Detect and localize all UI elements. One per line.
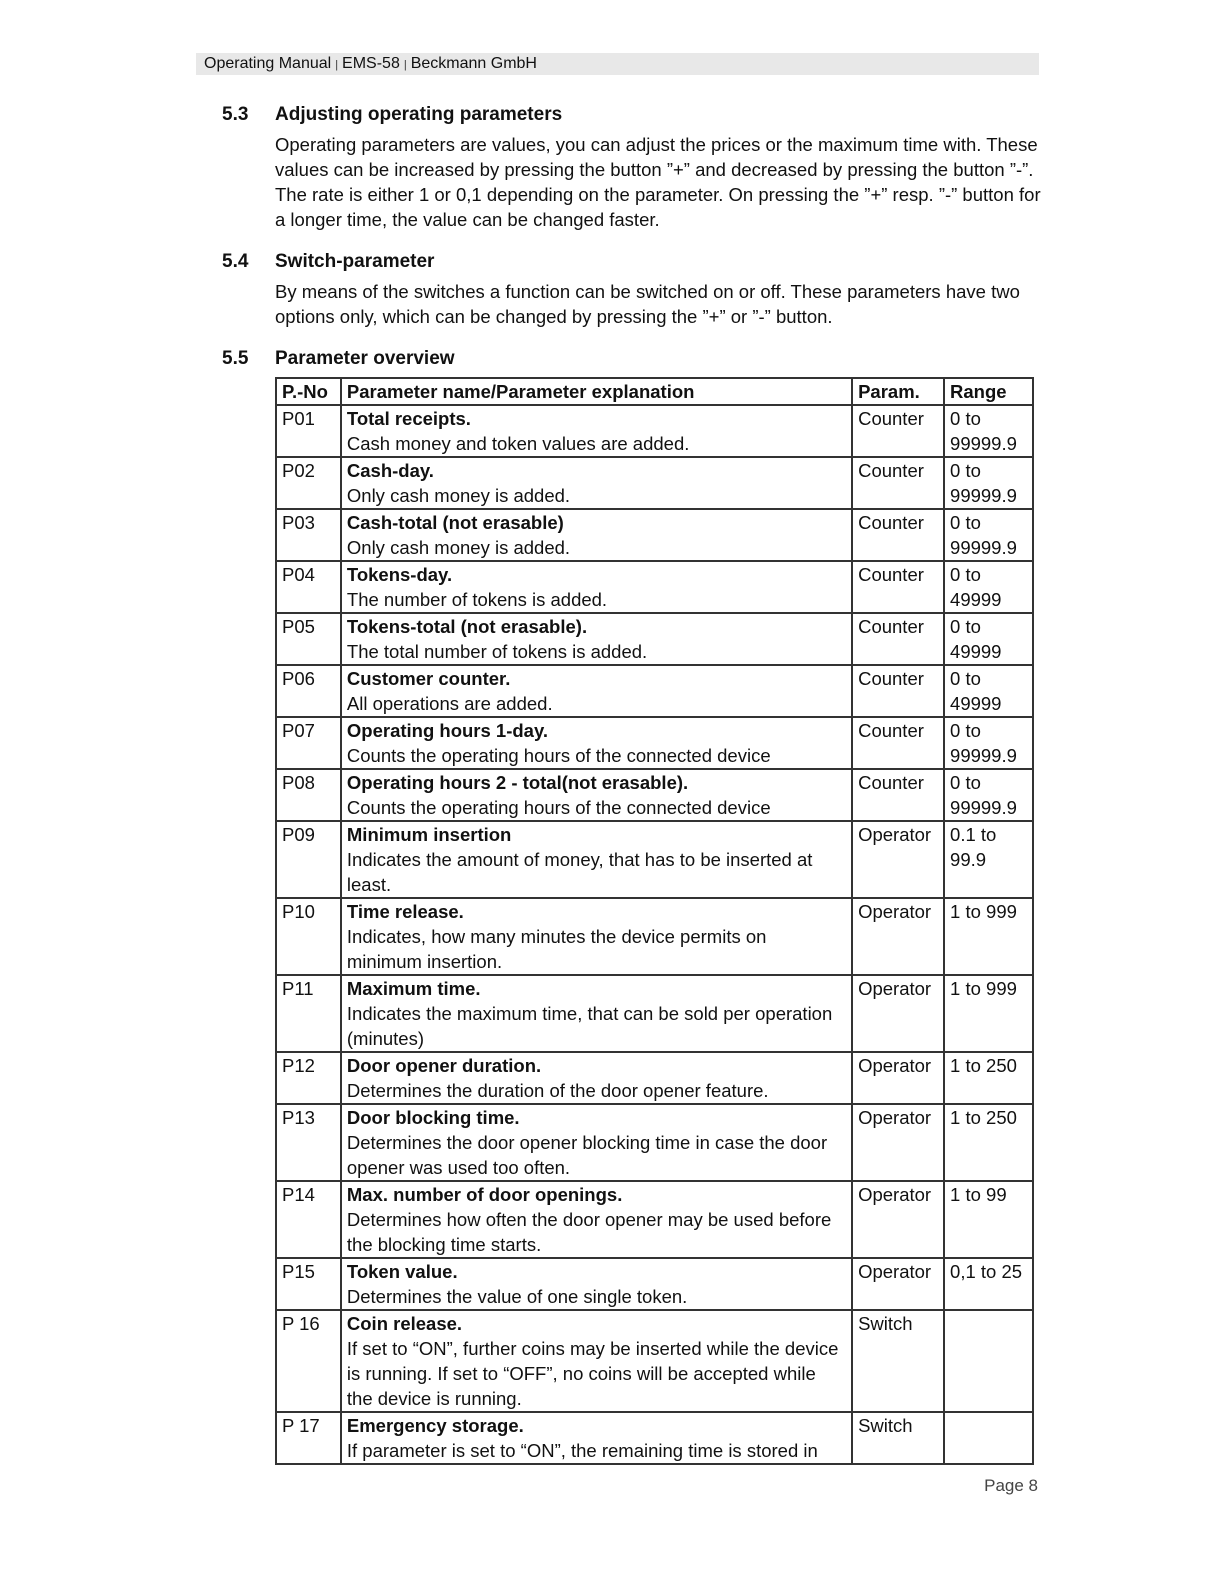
param-number: P04 — [276, 561, 341, 613]
param-name: Token value. — [346, 1261, 458, 1282]
param-number: P01 — [276, 405, 341, 457]
param-explanation — [341, 1181, 852, 1258]
param-explanation — [341, 975, 852, 1052]
param-range: 0 to 49999 — [944, 561, 1033, 613]
param-number: P 16 — [276, 1310, 341, 1412]
param-name: Customer counter. — [346, 668, 511, 689]
param-description: Determines the duration of the door opener feature. — [346, 1080, 769, 1101]
param-description: Counts the operating hours of the connected device — [346, 797, 771, 818]
section-number: 5.3 — [222, 104, 249, 125]
param-explanation — [341, 1104, 852, 1181]
param-description: Counts the operating hours of the connected device — [346, 745, 771, 766]
param-type: Switch — [852, 1412, 944, 1464]
param-description: Indicates the amount of money, that has to be inserted at least. — [346, 849, 813, 895]
param-type: Counter — [852, 717, 944, 769]
param-name: Time release. — [346, 901, 464, 922]
table-row — [276, 1412, 1033, 1464]
param-range: 1 to 999 — [944, 975, 1033, 1052]
header-param: Param. — [852, 378, 944, 405]
param-name: Minimum insertion — [346, 824, 512, 845]
section-title: Parameter overview — [275, 348, 455, 369]
section-title: Switch-parameter — [275, 251, 435, 272]
param-name: Emergency storage. — [346, 1415, 524, 1436]
param-number: P15 — [276, 1258, 341, 1310]
param-range: 0 to 99999.9 — [944, 717, 1033, 769]
param-name: Tokens-total (not erasable). — [346, 616, 588, 637]
param-description: Indicates the maximum time, that can be sold per operation (minutes) — [346, 1003, 833, 1049]
param-description: Determines the value of one single token. — [346, 1286, 688, 1307]
header-range: Range — [944, 378, 1033, 405]
parameter-table — [275, 377, 1034, 1465]
param-number: P08 — [276, 769, 341, 821]
param-type: Counter — [852, 665, 944, 717]
param-explanation — [341, 665, 852, 717]
param-name: Operating hours 1-day. — [346, 720, 549, 741]
table-row — [276, 975, 1033, 1052]
param-type: Counter — [852, 769, 944, 821]
param-explanation — [341, 717, 852, 769]
table-row — [276, 717, 1033, 769]
param-number: P03 — [276, 509, 341, 561]
param-name: Door blocking time. — [346, 1107, 520, 1128]
section-heading — [222, 102, 1042, 128]
table-row — [276, 898, 1033, 975]
param-number: P07 — [276, 717, 341, 769]
section-5-5 — [222, 346, 1042, 372]
section-5-4 — [222, 249, 1042, 329]
param-type: Counter — [852, 457, 944, 509]
section-5-3 — [222, 102, 1042, 232]
param-number: P12 — [276, 1052, 341, 1104]
param-number: P10 — [276, 898, 341, 975]
param-name: Maximum time. — [346, 978, 481, 999]
param-range — [944, 1310, 1033, 1412]
param-number: P02 — [276, 457, 341, 509]
section-number: 5.5 — [222, 348, 249, 369]
param-explanation — [341, 561, 852, 613]
page-number: Page 8 — [984, 1476, 1038, 1495]
table-row — [276, 1052, 1033, 1104]
section-heading — [222, 249, 1042, 275]
header-separator: | — [403, 59, 407, 71]
param-number: P 17 — [276, 1412, 341, 1464]
param-range: 1 to 99 — [944, 1181, 1033, 1258]
param-description: All operations are added. — [346, 693, 553, 714]
table-row — [276, 1104, 1033, 1181]
param-range: 1 to 250 — [944, 1052, 1033, 1104]
param-name: Coin release. — [346, 1313, 463, 1334]
table-row — [276, 1258, 1033, 1310]
table-row — [276, 1310, 1033, 1412]
param-description: Cash money and token values are added. — [346, 433, 690, 454]
param-number: P14 — [276, 1181, 341, 1258]
section-number: 5.4 — [222, 251, 249, 272]
header-company: Beckmann GmbH — [410, 55, 537, 72]
header-doc-title: Operating Manual — [204, 55, 332, 72]
param-type: Counter — [852, 509, 944, 561]
header-name: Parameter name/Parameter explanation — [341, 378, 852, 405]
param-description: The total number of tokens is added. — [346, 641, 648, 662]
param-range: 0,1 to 25 — [944, 1258, 1033, 1310]
param-name: Max. number of door openings. — [346, 1184, 623, 1205]
param-type: Counter — [852, 613, 944, 665]
param-explanation — [341, 1258, 852, 1310]
section-title: Adjusting operating parameters — [275, 104, 563, 125]
param-type: Switch — [852, 1310, 944, 1412]
param-type: Operator — [852, 1181, 944, 1258]
param-type: Operator — [852, 1104, 944, 1181]
param-description: Only cash money is added. — [346, 485, 571, 506]
param-explanation — [341, 1412, 852, 1464]
table-row — [276, 405, 1033, 457]
param-name: Tokens-day. — [346, 564, 453, 585]
param-type: Counter — [852, 405, 944, 457]
param-range: 0 to 99999.9 — [944, 769, 1033, 821]
param-type: Operator — [852, 821, 944, 898]
param-name: Cash-total (not erasable) — [346, 512, 564, 533]
header-separator: | — [335, 59, 339, 71]
param-description: Determines the door opener blocking time in case the door opener was used too often. — [346, 1132, 828, 1178]
param-name: Cash-day. — [346, 460, 434, 481]
param-range: 0 to 99999.9 — [944, 457, 1033, 509]
param-range: 0.1 to 99.9 — [944, 821, 1033, 898]
param-number: P09 — [276, 821, 341, 898]
param-range: 0 to 99999.9 — [944, 509, 1033, 561]
header-model: EMS-58 — [342, 55, 400, 72]
param-explanation — [341, 1310, 852, 1412]
param-range: 0 to 49999 — [944, 613, 1033, 665]
param-type: Operator — [852, 898, 944, 975]
table-header-row — [276, 378, 1033, 405]
table-row — [276, 1181, 1033, 1258]
param-range: 0 to 99999.9 — [944, 405, 1033, 457]
param-explanation — [341, 1052, 852, 1104]
param-description: The number of tokens is added. — [346, 589, 608, 610]
param-description: Indicates, how many minutes the device permits on minimum insertion. — [346, 926, 767, 972]
param-range — [944, 1412, 1033, 1464]
param-description: Determines how often the door opener may be used before the blocking time starts. — [346, 1209, 832, 1255]
param-explanation — [341, 821, 852, 898]
param-number: P06 — [276, 665, 341, 717]
table-row — [276, 613, 1033, 665]
param-type: Operator — [852, 975, 944, 1052]
param-name: Door opener duration. — [346, 1055, 542, 1076]
param-type: Counter — [852, 561, 944, 613]
section-body: By means of the switches a function can be switched on or off. These parameters have two options only, which can be changed by pressing the ”+” or ”-” button. — [275, 281, 1020, 327]
param-number: P11 — [276, 975, 341, 1052]
param-range: 1 to 999 — [944, 898, 1033, 975]
param-description: If parameter is set to “ON”, the remaining time is stored in — [346, 1440, 818, 1461]
table-row — [276, 509, 1033, 561]
param-name: Operating hours 2 - total(not erasable). — [346, 772, 689, 793]
param-explanation — [341, 613, 852, 665]
section-body: Operating parameters are values, you can adjust the prices or the maximum time with. These values can be increased by pressing the button ”+” and decreased by pressing the button ”-”. The rate is either 1 or 0,1 depending on the parameter. On pressing the ”+” resp. ”-” button for a longer time, the value can be changed faster. — [275, 134, 1041, 230]
param-number: P05 — [276, 613, 341, 665]
param-description: Only cash money is added. — [346, 537, 571, 558]
running-header — [196, 53, 1039, 75]
table-row — [276, 769, 1033, 821]
param-explanation — [341, 769, 852, 821]
param-explanation — [341, 457, 852, 509]
param-explanation — [341, 509, 852, 561]
param-explanation — [341, 898, 852, 975]
param-explanation — [341, 405, 852, 457]
table-row — [276, 821, 1033, 898]
param-range: 1 to 250 — [944, 1104, 1033, 1181]
table-row — [276, 665, 1033, 717]
table-body — [276, 405, 1033, 1464]
param-type: Operator — [852, 1052, 944, 1104]
param-description: If set to “ON”, further coins may be inserted while the device is running. If set to “OFF”, no coins will be accepted while the device is running. — [346, 1338, 839, 1409]
header-no: P.-No — [276, 378, 341, 405]
section-heading — [222, 346, 1042, 372]
param-name: Total receipts. — [346, 408, 471, 429]
param-type: Operator — [852, 1258, 944, 1310]
table-row — [276, 457, 1033, 509]
param-range: 0 to 49999 — [944, 665, 1033, 717]
table-row — [276, 561, 1033, 613]
param-number: P13 — [276, 1104, 341, 1181]
